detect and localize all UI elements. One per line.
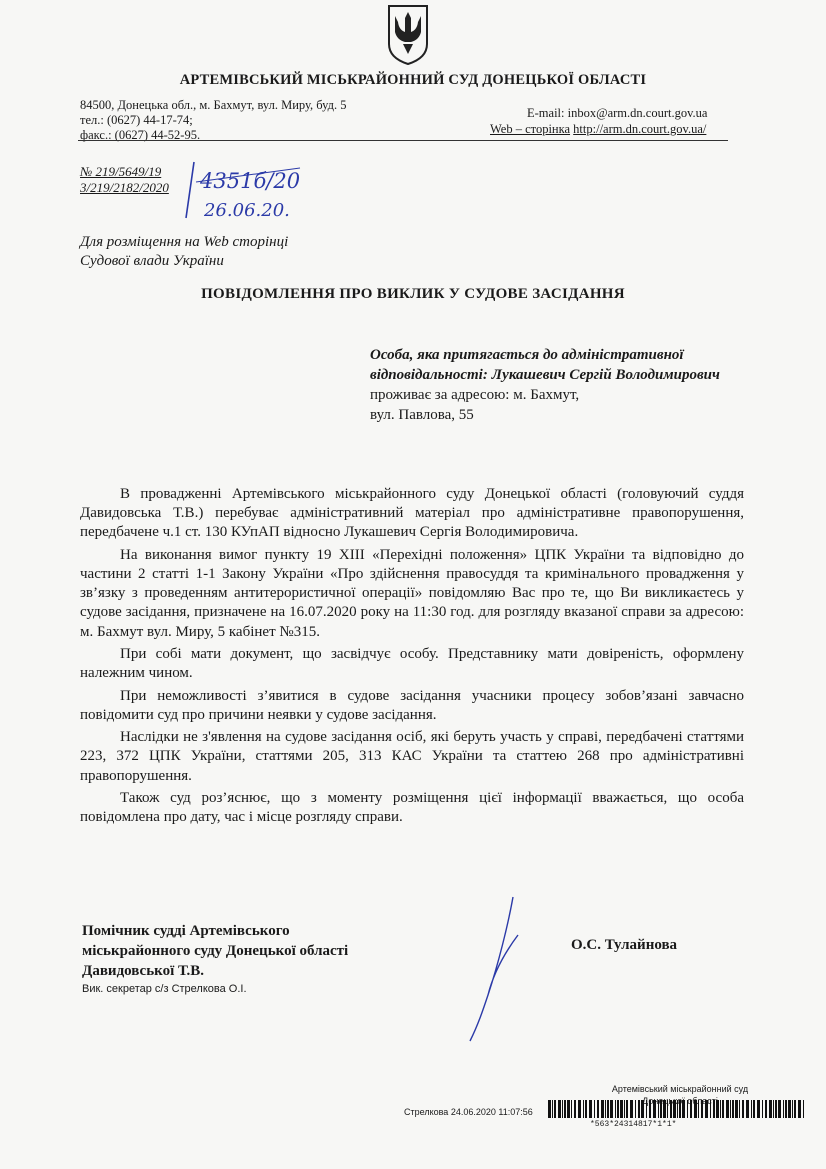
case-number-2: 3/219/2182/2020 [80,180,169,195]
barcode-bar [792,1100,793,1118]
barcode-bar [567,1100,570,1118]
barcode-bar [660,1100,662,1118]
recipient-name: Лукашевич Сергій Володимирович [491,367,720,383]
barcode-bar [769,1100,772,1118]
barcode-bar [742,1100,744,1118]
barcode-bar [710,1100,711,1118]
recipient-address-2: вул. Павлова, 55 [370,407,474,423]
barcode-bar [653,1100,656,1118]
barcode-bar [605,1100,606,1118]
body-paragraph: В провадженні Артемівського міськрайонного суду Донецької області (головуючий суддя Давидовська Т.В.) перебуває адміністративний матеріал про адміністративне правопорушення, передбачене ч.1 ст. 130 КУпАП відносно Лукашевич Сергія Володимировича. [80,486,744,541]
recipient-address-1: проживає за адресою: м. Бахмут, [370,387,580,403]
barcode-bar [594,1100,595,1118]
barcode-bar [746,1100,749,1118]
barcode-bar [753,1100,755,1118]
barcode [548,1100,808,1118]
barcode-bar [673,1100,676,1118]
handwritten-date: 26.06.20. [204,200,290,221]
barcode-bar [583,1100,584,1118]
barcode-bar [601,1100,604,1118]
barcode-bar [690,1100,692,1118]
barcode-bar [638,1100,640,1118]
document-title: ПОВІДОМЛЕННЯ ПРО ВИКЛИК У СУДОВЕ ЗАСІДАННЯ [201,286,625,302]
court-web [490,122,706,137]
handwritten-registration-mark [180,158,320,222]
barcode-bar [558,1100,561,1118]
barcode-bar [730,1100,731,1118]
barcode-bar [564,1100,566,1118]
case-number-1: № 219/5649/19 [80,164,162,179]
barcode-bar [679,1100,681,1118]
barcode-bar [630,1100,633,1118]
barcode-bar [720,1100,721,1118]
barcode-bar [722,1100,724,1118]
web-label: Web – сторінка [490,122,571,136]
barcode-bar [585,1100,587,1118]
signer-position: Помічник судді Артемівського міськрайонного суду Донецької області Давидовської Т.В. [82,923,349,979]
footer-user-timestamp: Стрелкова 24.06.2020 11:07:56 [404,1107,533,1117]
barcode-bar [739,1100,740,1118]
barcode-bar [778,1100,781,1118]
barcode-bar [597,1100,599,1118]
body-paragraph: Також суд роз’яснює, що з моменту розміщення цієї інформації вважається, що особа повідомлена про дату, час і місце розгляду справи. [80,789,744,826]
coat-of-arms-icon [385,2,431,66]
barcode-bar [732,1100,734,1118]
barcode-bar [670,1100,672,1118]
signer-name: О.С. Тулайнова [571,937,678,953]
barcode-bar [705,1100,708,1118]
placement-note: Для розміщення на Web сторінці Судової влади України [80,234,289,269]
barcode-bar [624,1100,625,1118]
barcode-bar [610,1100,613,1118]
barcode-bar [713,1100,715,1118]
barcode-bar [658,1100,659,1118]
barcode-bar [798,1100,801,1118]
barcode-text: *563*24314817*1*1* [590,1120,677,1129]
barcode-bar [735,1100,738,1118]
barcode-bar [788,1100,791,1118]
barcode-bar [589,1100,592,1118]
court-email: E-mail: inbox@arm.dn.court.gov.ua [527,106,708,120]
barcode-bar [626,1100,628,1118]
secretary-line: Вик. секретар с/з Стрелкова О.І. [82,983,247,995]
handwritten-signature [458,895,538,1045]
court-address: 84500, Донецька обл., м. Бахмут, вул. Миру, буд. 5 [80,98,347,112]
barcode-bar [548,1100,551,1118]
body-paragraph: При неможливості з’явитися в судове засідання учасники процесу зобов’язані завчасно повідомити суд про причини неявки у судове засідання. [80,687,744,723]
body-paragraph: Наслідки не з'явлення на судове засідання осіб, які беруть участь у справі, передбачені статтями 223, 372 ЦПК України, статтями 205, 313 КАС України та статтею 268 про адміністративні правопорушення. [80,729,744,784]
body-paragraph: При собі мати документ, що засвідчує особу. Представнику мати довіреність, оформлену належним чином. [80,646,744,682]
barcode-bar [617,1100,619,1118]
barcode-bar [667,1100,668,1118]
barcode-bar [765,1100,767,1118]
barcode-bar [687,1100,688,1118]
footer-court-stamp: Артемівський міськрайонний суд [611,1084,749,1094]
barcode-bar [783,1100,784,1118]
barcode-bar [552,1100,553,1118]
barcode-bar [757,1100,760,1118]
barcode-bar [574,1100,576,1118]
barcode-bar [694,1100,697,1118]
web-url[interactable]: http://arm.dn.court.gov.ua/ [573,122,707,136]
notice-body [80,485,744,831]
barcode-bar [554,1100,556,1118]
barcode-bar [716,1100,719,1118]
barcode-bar [773,1100,774,1118]
body-paragraph: На виконання вимог пункту 19 XIII «Перехідні положення» ЦПК України та відповідно до частини 2 статті 1-1 Закону України «Про здійснення правосуддя та кримінального провадження у зв’язку з проведенням антитерористичної операції» повідомляю Вас про те, що Ви викликаєтесь у судове засідання, призначене на 16.07.2020 року на 11:30 год. для розгляду вказаної справи за адресою: м. Бахмут вул. Миру, 5 кабінет №315. [80,546,744,640]
barcode-bar [726,1100,729,1118]
barcode-bar [762,1100,763,1118]
recipient-block [370,345,760,425]
barcode-bar [635,1100,636,1118]
barcode-bar [751,1100,752,1118]
recipient-role: Особа, яка притягається до адміністративної відповідальності: [370,347,684,383]
barcode-bar [663,1100,666,1118]
barcode-bar [682,1100,685,1118]
barcode-bar [785,1100,787,1118]
barcode-bar [646,1100,647,1118]
barcode-bar [794,1100,796,1118]
barcode-bar [562,1100,563,1118]
barcode-bar [803,1100,804,1118]
court-fax: факс.: (0627) 44-52-95. [80,128,201,142]
barcode-bar [620,1100,623,1118]
handwritten-number: 4351б/20 [200,169,301,193]
barcode-bar [641,1100,644,1118]
court-phone: тел.: (0627) 44-17-74; [80,113,193,127]
header-divider [78,140,728,141]
barcode-bar [607,1100,609,1118]
barcode-bar [701,1100,703,1118]
barcode-bar [578,1100,581,1118]
court-name: АРТЕМІВСЬКИЙ МІСЬКРАЙОННИЙ СУД ДОНЕЦЬКОЇ ОБЛАСТІ [179,72,647,88]
barcode-bar [677,1100,678,1118]
barcode-bar [649,1100,651,1118]
barcode-bar [571,1100,572,1118]
barcode-bar [615,1100,616,1118]
barcode-bar [698,1100,699,1118]
barcode-bar [775,1100,777,1118]
